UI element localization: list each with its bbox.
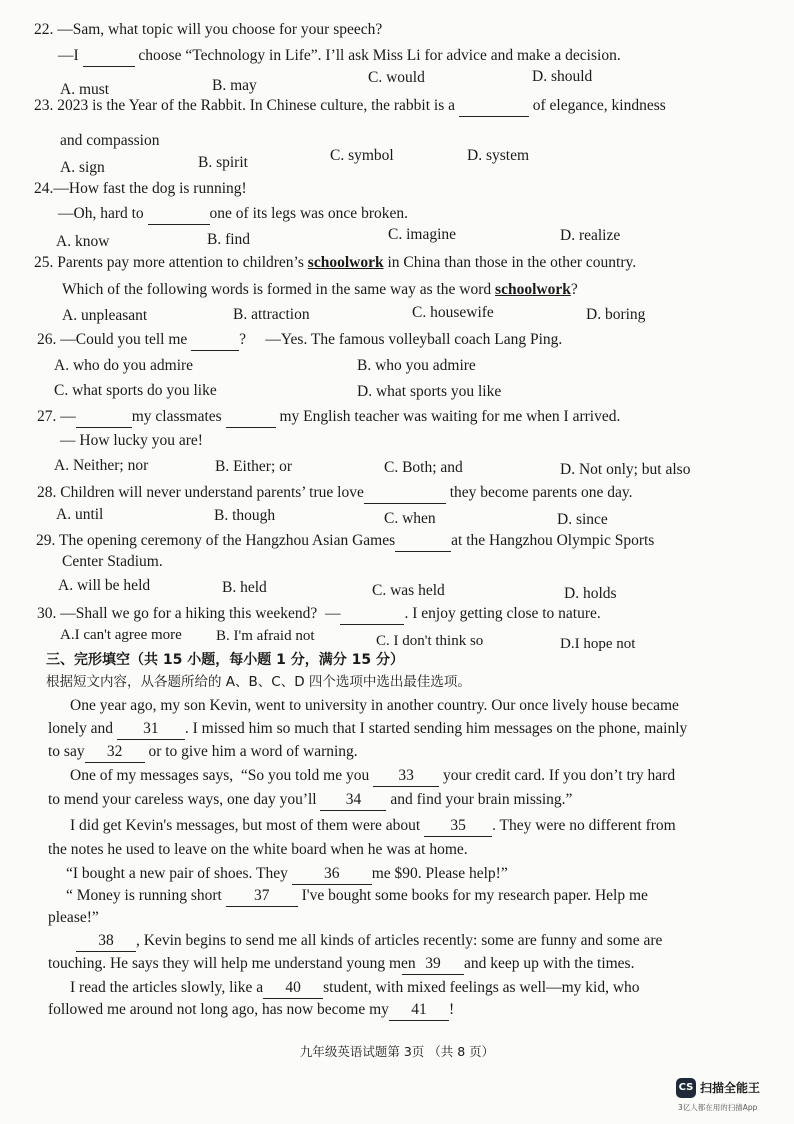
- q25-option-b: B. attraction: [233, 306, 310, 323]
- q28-option-c: C. when: [384, 510, 436, 527]
- q28-option-a: A. until: [56, 506, 104, 523]
- passage-p7-line1: I read the articles slowly, like a 40 student, with mixed feelings as well—my kid, who: [70, 978, 640, 999]
- blank-38[interactable]: 38: [76, 931, 136, 952]
- q26-option-c: C. what sports do you like: [54, 382, 217, 399]
- passage-p6-line1: 38 , Kevin begins to send me all kinds of articles recently: some are funny and some are: [76, 931, 662, 952]
- q22-option-c: C. would: [368, 69, 425, 86]
- passage-p5-line1: “ Money is running short 37 I've bought some books for my research paper. Help me: [66, 886, 648, 907]
- q25-option-a: A. unpleasant: [62, 307, 148, 324]
- q25-option-c: C. housewife: [412, 304, 494, 321]
- section-instruction: 根据短文内容，从各题所给的 A、B、C、D 四个选项中选出最佳选项。: [46, 674, 471, 690]
- passage-p6-line2: touching. He says they will help me understand young men: [48, 955, 416, 972]
- blank-36[interactable]: 36: [292, 864, 372, 885]
- question-22-stem: 22. —Sam, what topic will you choose for your speech?: [34, 21, 383, 38]
- blank-32[interactable]: 32: [85, 742, 145, 763]
- q22-option-a: A. must: [60, 81, 110, 98]
- question-23-stem: 23. 2023 is the Year of the Rabbit. In Chinese culture, the rabbit is a of elegance, kindness: [34, 96, 666, 117]
- blank-31[interactable]: 31: [117, 719, 185, 740]
- question-29-line2: Center Stadium.: [62, 553, 163, 570]
- blank-40[interactable]: 40: [263, 978, 323, 999]
- q26-option-a: A. who do you admire: [54, 357, 194, 374]
- scanner-watermark: [676, 1076, 780, 1116]
- q24-option-a: A. know: [56, 233, 110, 250]
- section-title: 三、完形填空（共 15 小题，每小题 1 分，满分 15 分）: [46, 652, 404, 668]
- camscanner-logo-icon: CS: [676, 1078, 696, 1098]
- q24-option-d: D. realize: [560, 227, 621, 244]
- q26-option-b: B. who you admire: [357, 357, 476, 374]
- passage-p4-line1: “I bought a new pair of shoes. They 36 me $90. Please help!”: [66, 864, 508, 885]
- question-24-stem: 24.—How fast the dog is running!: [34, 180, 247, 197]
- q27-option-d: D. Not only; but also: [560, 461, 691, 478]
- question-25-line2: Which of the following words is formed in the same way as the word schoolwork?: [62, 281, 578, 298]
- question-28-stem: 28. Children will never understand parents’ true love they become parents one day.: [37, 483, 633, 504]
- passage-p2-line2: to mend your careless ways, one day you’ll 34 and find your brain missing.”: [48, 790, 572, 811]
- q29-option-a: A. will be held: [58, 577, 151, 594]
- app-name: 扫描全能王: [700, 1081, 761, 1095]
- q23-option-d: D. system: [467, 147, 529, 164]
- q30-option-b: B. I'm afraid not: [216, 628, 315, 644]
- passage-p2-line1: One of my messages says, “So you told me you 33 your credit card. If you don’t try hard: [70, 766, 675, 787]
- question-25-stem: 25. Parents pay more attention to children’s schoolwork in China than those in the other country.: [34, 254, 637, 271]
- q26-option-d: D. what sports you like: [357, 383, 502, 400]
- q29-option-d: D. holds: [564, 585, 617, 602]
- q27-option-a: A. Neither; nor: [54, 457, 149, 474]
- q22-option-d: D. should: [532, 68, 593, 85]
- q28-option-d: D. since: [557, 511, 608, 528]
- passage-p7-line2: followed me around not long ago, has now become my 41 !: [48, 1000, 454, 1021]
- passage-p5-line2: please!”: [48, 909, 99, 926]
- schoolwork-keyword: schoolwork: [307, 254, 384, 271]
- q27-option-c: C. Both; and: [384, 459, 463, 476]
- blank-34[interactable]: 34: [320, 790, 386, 811]
- q27-option-b: B. Either; or: [215, 458, 293, 475]
- passage-p6-line2-end: 39 and keep up with the times.: [402, 954, 634, 975]
- question-26-stem: 26. —Could you tell me ? —Yes. The famous volleyball coach Lang Ping.: [37, 330, 562, 351]
- passage-p1-line2: lonely and 31 . I missed him so much that I started sending him messages on the phone, mainly: [48, 719, 687, 740]
- q24-option-c: C. imagine: [388, 226, 457, 243]
- question-23-line2: and compassion: [60, 132, 160, 149]
- question-27-stem: 27. — my classmates my English teacher was waiting for me when I arrived.: [37, 407, 620, 428]
- q23-option-c: C. symbol: [330, 147, 394, 164]
- q30-option-c: C. I don't think so: [376, 633, 484, 649]
- q28-option-b: B. though: [214, 507, 276, 524]
- question-24-line2: —Oh, hard to one of its legs was once broken.: [58, 204, 408, 225]
- q25-option-d: D. boring: [586, 306, 646, 323]
- app-tagline: 3亿人都在用的扫描App: [678, 1103, 758, 1112]
- blank-37[interactable]: 37: [226, 886, 298, 907]
- q23-option-b: B. spirit: [198, 154, 248, 171]
- q24-option-b: B. find: [207, 231, 251, 248]
- blank-41[interactable]: 41: [389, 1000, 449, 1021]
- question-27-line2: — How lucky you are!: [60, 432, 203, 449]
- passage-p1-line1: One year ago, my son Kevin, went to university in another country. Our once lively house became: [70, 697, 679, 714]
- schoolwork-keyword-2: schoolwork: [495, 281, 571, 298]
- q22-option-b: B. may: [212, 77, 257, 94]
- q23-option-a: A. sign: [60, 159, 105, 176]
- blank-33[interactable]: 33: [373, 766, 439, 787]
- passage-p3-line2: the notes he used to leave on the white board when he was at home.: [48, 841, 468, 858]
- question-29-stem: 29. The opening ceremony of the Hangzhou Asian Games at the Hangzhou Olympic Sports: [36, 531, 654, 552]
- q30-option-a: A.I can't agree more: [60, 627, 182, 643]
- blank-39[interactable]: 39: [402, 954, 464, 975]
- q30-option-d: D.I hope not: [560, 636, 636, 652]
- q29-option-c: C. was held: [372, 582, 445, 599]
- page-footer: 九年级英语试题第 3页 （共 8 页）: [299, 1044, 495, 1059]
- passage-p3-line1: I did get Kevin's messages, but most of them were about 35 . They were no different from: [70, 816, 676, 837]
- question-22-line: —I choose “Technology in Life”. I’ll ask Miss Li for advice and make a decision.: [58, 46, 621, 67]
- q29-option-b: B. held: [222, 579, 267, 596]
- passage-p1-line3: to say 32 or to give him a word of warning.: [48, 742, 358, 763]
- blank-35[interactable]: 35: [424, 816, 492, 837]
- question-30-stem: 30. —Shall we go for a hiking this weekend? — . I enjoy getting close to nature.: [37, 604, 601, 625]
